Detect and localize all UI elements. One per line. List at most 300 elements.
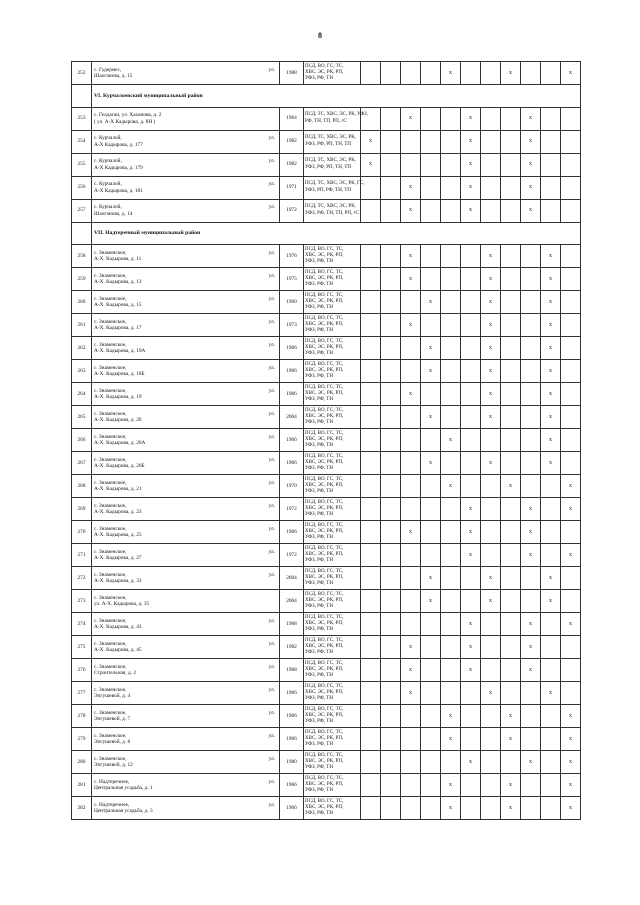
work-types	[304, 751, 361, 774]
mark-cell: x	[541, 567, 561, 590]
mark-cell	[361, 613, 381, 636]
mark-cell	[401, 130, 421, 153]
mark-cell	[521, 245, 541, 268]
mark-cell	[521, 360, 541, 383]
mark-cell: x	[421, 337, 441, 360]
address-street-prefix: ул.	[268, 456, 275, 463]
work-types-line: ХВС, ЭС, РК, РП,	[305, 528, 344, 534]
table-row	[72, 567, 581, 590]
row-number: 269	[72, 498, 92, 521]
work-types-line: ПСД, ВО, ГС, ТС,	[305, 775, 344, 781]
mark-cell	[441, 406, 461, 429]
mark-cell: x	[441, 797, 461, 820]
address-street-prefix: ул.	[268, 778, 275, 785]
work-types-line: УФЗ, РФ, ТН	[305, 742, 333, 748]
mark-cell	[541, 613, 561, 636]
work-types	[304, 429, 361, 452]
table-row	[72, 314, 581, 337]
row-number: 253	[72, 107, 92, 130]
mark-cell: x	[401, 107, 421, 130]
mark-cell	[381, 659, 401, 682]
mark-cell	[501, 544, 521, 567]
mark-cell: x	[421, 452, 441, 475]
work-types-line: ПСД, ВО, ГС, ТС,	[305, 798, 344, 804]
mark-cell	[401, 337, 421, 360]
address-cell	[92, 521, 280, 544]
work-types-line: ПСД, ВО, ГС, ТС,	[305, 476, 344, 482]
mark-cell	[361, 521, 381, 544]
mark-cell	[501, 360, 521, 383]
work-types-line: ХВС, ЭС, РК, РП,	[305, 436, 344, 442]
address-cell	[92, 636, 280, 659]
mark-cell	[541, 199, 561, 222]
mark-cell	[361, 291, 381, 314]
address-line-2: Строительная, д. 2	[94, 670, 136, 676]
mark-cell	[381, 153, 401, 176]
mark-cell	[541, 107, 561, 130]
mark-cell	[381, 544, 401, 567]
table-body	[72, 62, 581, 820]
address-street-prefix: ул.	[268, 709, 275, 716]
row-number: 254	[72, 130, 92, 153]
mark-cell: x	[461, 613, 481, 636]
row-number: 262	[72, 337, 92, 360]
mark-cell	[561, 452, 581, 475]
mark-cell: x	[441, 475, 461, 498]
address-line-2: Центральная усадьба, д. 3	[94, 808, 153, 814]
mark-cell	[381, 498, 401, 521]
mark-cell	[561, 291, 581, 314]
mark-cell	[361, 360, 381, 383]
mark-cell	[561, 636, 581, 659]
build-year: 1982	[280, 153, 304, 176]
work-types	[304, 360, 361, 383]
work-types	[304, 705, 361, 728]
mark-cell	[501, 429, 521, 452]
table-row	[72, 429, 581, 452]
mark-cell	[441, 544, 461, 567]
work-types-line: ПСД, ВО, ГС, ТС,	[305, 614, 344, 620]
work-types	[304, 452, 361, 475]
mark-cell	[361, 636, 381, 659]
mark-cell	[381, 751, 401, 774]
address-locality: с. Знаменское,	[94, 318, 127, 325]
row-number: 266	[72, 429, 92, 452]
mark-cell	[361, 705, 381, 728]
mark-cell: x	[481, 291, 501, 314]
work-types	[304, 544, 361, 567]
address-line-2: Центральная усадьба, д. 1	[94, 785, 153, 791]
mark-cell	[501, 636, 521, 659]
mark-cell	[501, 567, 521, 590]
work-types-line: РФ, ТН, ТП, РП, гС	[305, 118, 347, 124]
mark-cell	[501, 291, 521, 314]
mark-cell: x	[461, 659, 481, 682]
mark-cell: x	[501, 774, 521, 797]
table-row	[72, 498, 581, 521]
mark-cell	[381, 774, 401, 797]
mark-cell: x	[461, 751, 481, 774]
address-line-2: А-Х Кадырова, д. 181	[94, 187, 143, 194]
mark-cell: x	[421, 567, 441, 590]
table-row	[72, 475, 581, 498]
mark-cell: x	[541, 337, 561, 360]
mark-cell	[521, 406, 541, 429]
work-types	[304, 498, 361, 521]
address-line-2: А-Х. Кадырова, д. 33	[94, 578, 142, 584]
address-locality: с. Знаменское,	[94, 433, 127, 440]
mark-cell	[361, 199, 381, 222]
work-types-line: ХВС, ЭС, РК, РП,	[305, 712, 344, 718]
mark-cell	[441, 682, 461, 705]
address-locality: с. Знаменское,	[94, 571, 127, 578]
mark-cell	[481, 613, 501, 636]
mark-cell	[381, 613, 401, 636]
build-year: 1973	[280, 314, 304, 337]
address-street-prefix: ул.	[268, 571, 275, 578]
mark-cell	[381, 268, 401, 291]
mark-cell	[561, 245, 581, 268]
work-types-line: ПСД, ВО, ГС, ТС,	[305, 545, 344, 551]
mark-cell	[381, 337, 401, 360]
mark-cell	[381, 521, 401, 544]
mark-cell	[441, 360, 461, 383]
mark-cell	[421, 199, 441, 222]
work-types	[304, 728, 361, 751]
work-types-line: УФЗ, РФ, РП, ТН, ТП	[305, 141, 351, 147]
mark-cell	[361, 452, 381, 475]
address-cell	[92, 682, 280, 705]
mark-cell	[441, 176, 461, 199]
work-types-line: ПСД, ВО, ГС, ТС,	[305, 637, 344, 643]
mark-cell	[421, 751, 441, 774]
mark-cell	[541, 774, 561, 797]
mark-cell	[561, 590, 581, 613]
mark-cell	[441, 613, 461, 636]
mark-cell	[361, 544, 381, 567]
address-locality: с. Курчалой,	[94, 204, 122, 211]
mark-cell	[501, 245, 521, 268]
mark-cell	[441, 567, 461, 590]
work-types-line: УФЗ, РФ, ТН	[305, 305, 333, 311]
table-row	[72, 337, 581, 360]
build-year: 2004	[280, 567, 304, 590]
mark-cell	[541, 636, 561, 659]
mark-cell	[401, 291, 421, 314]
address-locality: с. Знаменское,	[94, 686, 127, 693]
address-street-prefix: ул.	[268, 801, 275, 808]
mark-cell	[561, 383, 581, 406]
mark-cell: x	[441, 728, 461, 751]
row-number: 272	[72, 567, 92, 590]
row-number: 257	[72, 199, 92, 222]
table-row	[72, 659, 581, 682]
build-year: 1966	[280, 705, 304, 728]
address-line-2: А-Х. Кадырова, д. 21	[94, 486, 142, 492]
build-year: 1966	[280, 521, 304, 544]
mark-cell	[461, 314, 481, 337]
mark-cell	[521, 797, 541, 820]
address-street-prefix: ул.	[268, 158, 275, 165]
build-year: 2004	[280, 406, 304, 429]
work-types	[304, 268, 361, 291]
work-types-line: УФЗ, РФ, ТН	[305, 535, 333, 541]
address-locality: с. Знаменское,	[94, 548, 127, 555]
mark-cell	[361, 728, 381, 751]
row-number: 264	[72, 383, 92, 406]
mark-cell	[441, 521, 461, 544]
mark-cell: x	[401, 521, 421, 544]
mark-cell	[381, 199, 401, 222]
mark-cell	[381, 406, 401, 429]
mark-cell	[521, 567, 541, 590]
work-types-line: УФЗ, РФ, ТН	[305, 558, 333, 564]
mark-cell	[521, 705, 541, 728]
address-locality: с. Курчалой,	[94, 181, 122, 188]
mark-cell	[501, 337, 521, 360]
mark-cell	[401, 475, 421, 498]
address-street-prefix: ул.	[268, 295, 275, 302]
build-year: 1964	[280, 107, 304, 130]
address-street-prefix: ул.	[268, 755, 275, 762]
row-number: 259	[72, 268, 92, 291]
work-types-line: УФЗ, РФ, ТН	[305, 765, 333, 771]
mark-cell	[361, 176, 381, 199]
work-types-line: ХВС, ЭС, РК, РП,	[305, 505, 344, 511]
work-types	[304, 130, 361, 153]
mark-cell	[561, 406, 581, 429]
mark-cell: x	[401, 636, 421, 659]
work-types-line: ХВС, ЭС, РК, РП,	[305, 275, 344, 281]
work-types-line: ПСД, ВО, ГС, ТС,	[305, 729, 344, 735]
address-street-prefix: ул.	[268, 66, 275, 73]
build-year: 1968	[280, 659, 304, 682]
address-locality: с. Знаменское,	[94, 272, 127, 279]
mark-cell	[541, 176, 561, 199]
work-types-line: УФЗ, РФ, ТН	[305, 466, 333, 472]
address-locality: с. Знаменское,	[94, 732, 127, 739]
work-types-line: ПСД, ВО, ГС, ТС,	[305, 315, 344, 321]
mark-cell	[461, 360, 481, 383]
address-locality: с. Знаменское,	[94, 341, 127, 348]
table-row	[72, 452, 581, 475]
mark-cell	[381, 107, 401, 130]
mark-cell	[501, 199, 521, 222]
address-line-2: А-Х. Кадырова, д. 17	[94, 325, 142, 331]
mark-cell	[381, 245, 401, 268]
mark-cell: x	[541, 429, 561, 452]
table-row	[72, 107, 581, 130]
mark-cell	[381, 130, 401, 153]
work-types-line: ПСД, ВО, ГС, ТС,	[305, 683, 344, 689]
mark-cell	[421, 268, 441, 291]
address-cell	[92, 774, 280, 797]
mark-cell	[381, 383, 401, 406]
mark-cell	[541, 544, 561, 567]
mark-cell	[441, 153, 461, 176]
row-number: 279	[72, 728, 92, 751]
mark-cell	[481, 176, 501, 199]
mark-cell	[541, 751, 561, 774]
mark-cell: x	[501, 797, 521, 820]
mark-cell	[441, 337, 461, 360]
work-types	[304, 636, 361, 659]
address-line-2: А-Х. Кадырова, д. 20А	[94, 440, 146, 446]
address-cell	[92, 383, 280, 406]
mark-cell	[421, 705, 441, 728]
mark-cell	[461, 797, 481, 820]
mark-cell	[421, 245, 441, 268]
build-year: 1966	[280, 728, 304, 751]
work-types-line: ХВС, ЭС, РК, РП,	[305, 321, 344, 327]
mark-cell	[421, 176, 441, 199]
mark-cell	[421, 682, 441, 705]
work-types-line: ХВС, ЭС, РК, РП,	[305, 735, 344, 741]
mark-cell	[421, 774, 441, 797]
mark-cell: x	[461, 544, 481, 567]
mark-cell: x	[461, 130, 481, 153]
build-year: 1966	[280, 797, 304, 820]
mark-cell: x	[421, 360, 441, 383]
work-types-line: УФЗ, РФ, ТН	[305, 259, 333, 265]
mark-cell: x	[541, 245, 561, 268]
mark-cell: x	[481, 452, 501, 475]
mark-cell	[401, 567, 421, 590]
mark-cell: x	[481, 406, 501, 429]
mark-cell	[521, 383, 541, 406]
address-cell	[92, 728, 280, 751]
work-types	[304, 613, 361, 636]
work-types	[304, 314, 361, 337]
address-cell	[92, 705, 280, 728]
address-line-2: Шаоганова, д. 14	[94, 210, 133, 217]
mark-cell	[441, 452, 461, 475]
mark-cell	[421, 659, 441, 682]
address-street-prefix: ул.	[268, 640, 275, 647]
mark-cell	[401, 452, 421, 475]
mark-cell	[461, 682, 481, 705]
work-types-line: ХВС, ЭС, РК, РП,	[305, 781, 344, 787]
address-line-2: ул. А-Х. Кадырова, д. 35	[94, 601, 150, 607]
mark-cell: x	[541, 383, 561, 406]
row-number: 261	[72, 314, 92, 337]
row-number: 268	[72, 475, 92, 498]
address-locality: с. Гелдаган, ул. Хаханова, д. 2	[94, 112, 162, 119]
mark-cell: x	[441, 62, 461, 85]
mark-cell	[401, 774, 421, 797]
mark-cell	[521, 429, 541, 452]
mark-cell: x	[521, 521, 541, 544]
mark-cell	[501, 268, 521, 291]
address-cell	[92, 245, 280, 268]
mark-cell	[361, 337, 381, 360]
table-row	[72, 268, 581, 291]
address-cell	[92, 567, 280, 590]
mark-cell	[481, 199, 501, 222]
build-year: 1976	[280, 245, 304, 268]
row-number: 276	[72, 659, 92, 682]
address-cell	[92, 613, 280, 636]
address-street-prefix: ул.	[268, 433, 275, 440]
work-types-line: ПСД, ВО, ГС, ТС,	[305, 522, 344, 528]
mark-cell	[361, 590, 381, 613]
mark-cell	[381, 475, 401, 498]
table-row	[72, 544, 581, 567]
address-locality: с. Надтеречное,	[94, 778, 130, 785]
mark-cell	[421, 475, 441, 498]
mark-cell	[481, 475, 501, 498]
mark-cell	[441, 751, 461, 774]
address-street-prefix: ул.	[268, 663, 275, 670]
work-types-line: ХВС, ЭС, РК, РП,	[305, 413, 344, 419]
address-street-prefix: ул.	[268, 135, 275, 142]
address-line-2: А-Х. Кадырова, д. 20	[94, 417, 142, 423]
mark-cell: x	[481, 360, 501, 383]
address-cell	[92, 268, 280, 291]
mark-cell	[461, 475, 481, 498]
work-types	[304, 383, 361, 406]
address-line-2: А-Х Кадырова, д. 177	[94, 141, 143, 148]
build-year: 1982	[280, 130, 304, 153]
mark-cell	[361, 245, 381, 268]
mark-cell	[401, 406, 421, 429]
mark-cell	[381, 636, 401, 659]
mark-cell	[381, 291, 401, 314]
mark-cell	[401, 544, 421, 567]
mark-cell: x	[541, 406, 561, 429]
build-year: 1975	[280, 268, 304, 291]
mark-cell	[461, 383, 481, 406]
address-line-2: А-Х. Кадырова, д. 19А	[94, 348, 146, 354]
mark-cell: x	[501, 475, 521, 498]
address-cell	[92, 314, 280, 337]
table-row	[72, 751, 581, 774]
mark-cell: x	[541, 682, 561, 705]
address-locality: с. Знаменское,	[94, 249, 127, 256]
work-types	[304, 406, 361, 429]
mark-cell	[561, 521, 581, 544]
work-types-line: УФЗ, РФ, ТН	[305, 489, 333, 495]
address-line-2: Шаоганова, д. 15	[94, 73, 133, 79]
address-locality: с. Знаменское,	[94, 479, 127, 486]
work-types-line: УФЗ, РФ, ТН	[305, 374, 333, 380]
mark-cell	[441, 291, 461, 314]
mark-cell	[521, 452, 541, 475]
mark-cell	[441, 199, 461, 222]
mark-cell	[421, 383, 441, 406]
mark-cell: x	[561, 751, 581, 774]
mark-cell	[461, 774, 481, 797]
mark-cell	[521, 268, 541, 291]
work-types-line: ПСД, ВО, ГС, ТС,	[305, 499, 344, 505]
mark-cell: x	[561, 774, 581, 797]
mark-cell: x	[401, 199, 421, 222]
table-row	[72, 636, 581, 659]
mark-cell	[501, 406, 521, 429]
mark-cell	[561, 199, 581, 222]
work-types-line: ХВС, ЭС, РК, РП,	[305, 620, 344, 626]
mark-cell	[481, 498, 501, 521]
mark-cell	[561, 268, 581, 291]
build-year: 1972	[280, 498, 304, 521]
mark-cell	[481, 521, 501, 544]
mark-cell: x	[561, 475, 581, 498]
mark-cell: x	[481, 567, 501, 590]
mark-cell	[541, 130, 561, 153]
work-types-line: ПСД, ВО, ГС, ТС,	[305, 706, 344, 712]
address-cell	[92, 406, 280, 429]
work-types-line: ПСД, ВО, ГС, ТС,	[305, 63, 344, 69]
